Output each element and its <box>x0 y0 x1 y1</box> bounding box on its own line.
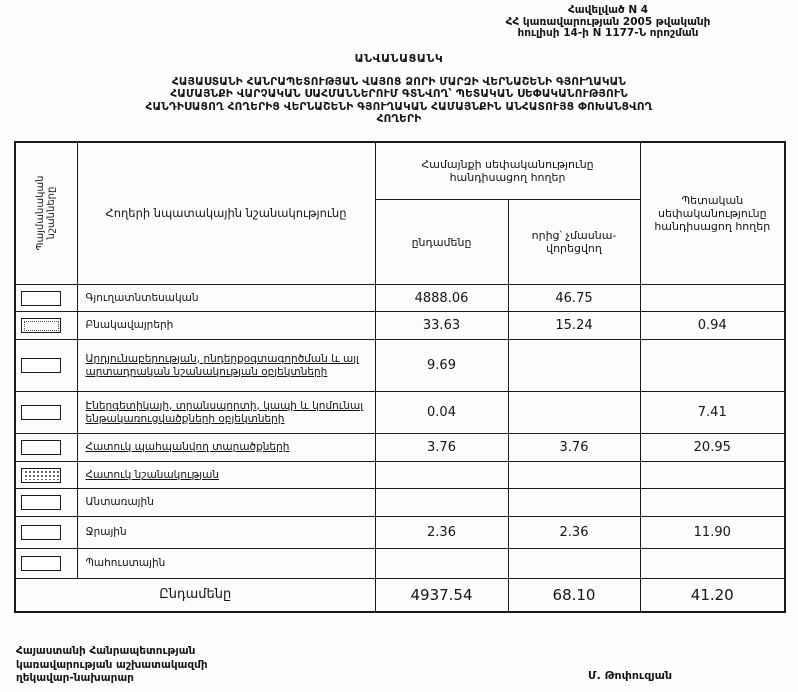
value-non-privatized <box>508 462 640 489</box>
swatch-fill <box>24 443 59 453</box>
annex-line-3: հուլիսի 14-ի N 1177-Ն որոշման <box>517 27 699 39</box>
value-community-total: 2.36 <box>375 517 508 549</box>
total-row-label: Ընդամենը <box>15 579 375 612</box>
value-community-total: 0.04 <box>375 392 508 434</box>
table-row <box>15 285 785 312</box>
col-header-total: ընդամենը <box>375 200 508 285</box>
value-state <box>640 549 785 579</box>
document-title <box>0 52 798 126</box>
value-community-total: 9.69 <box>375 340 508 392</box>
legend-swatch <box>21 440 61 455</box>
title-line-3: ՀԱՄԱՅՆՔԻ ՎԱՐՉԱԿԱՆ ՍԱՀՄԱՆՆԵՐՈՒՄ ԳՏՆՎՈՂ՝ ՊԵՏԱԿԱՆ ՍԵՓԱԿԱՆՈՒԹՅՈՒՆ <box>170 88 628 100</box>
value-state: 0.94 <box>640 312 785 340</box>
value-non-privatized: 15.24 <box>508 312 640 340</box>
table-row <box>15 517 785 549</box>
value-community-total: 33.63 <box>375 312 508 340</box>
annex-line-2: ՀՀ կառավարության 2005 թվականի <box>505 15 711 28</box>
value-non-privatized <box>508 549 640 579</box>
row-label: Անտառային <box>77 489 375 517</box>
value-non-privatized: 2.36 <box>508 517 640 549</box>
table-row <box>15 312 785 340</box>
signatory-line-3: ղեկավար-նախարար <box>16 672 134 684</box>
col-header-symbols-cell <box>15 142 77 285</box>
table-row <box>15 489 785 517</box>
legend-swatch <box>21 525 61 540</box>
legend-swatch <box>21 468 61 483</box>
value-state: 7.41 <box>640 392 785 434</box>
swatch-fill <box>24 293 59 303</box>
legend-swatch <box>21 358 61 373</box>
swatch-fill <box>24 408 59 418</box>
value-state <box>640 462 785 489</box>
signatory-line-1: Հայաստանի Հանրապետության <box>16 645 196 657</box>
row-label: Արդյունաբերության, ընդերքօգտագործման և այլ արտադրական նշանակության օբյեկտների <box>77 340 375 392</box>
swatch-fill <box>24 498 59 508</box>
swatch-fill <box>24 361 59 371</box>
value-community-total <box>375 549 508 579</box>
table-row <box>15 340 785 392</box>
swatch-fill <box>24 528 59 538</box>
row-label: Էներգետիկայի, տրանսպորտի, կապի և կոմունալ ենթակառուցվածքների օբյեկտների <box>77 392 375 434</box>
row-label: Բնակավայրերի <box>77 312 375 340</box>
swatch-fill <box>24 559 59 569</box>
col-header-community-group: Համայնքի սեփականությունը հանդիսացող հողեր <box>375 142 640 200</box>
table-row <box>15 434 785 462</box>
row-label: Պահուստային <box>77 549 375 579</box>
total-community-total: 4937.54 <box>375 579 508 612</box>
value-non-privatized: 46.75 <box>508 285 640 312</box>
value-state <box>640 489 785 517</box>
value-non-privatized <box>508 392 640 434</box>
legend-swatch <box>21 405 61 420</box>
table-row <box>15 462 785 489</box>
col-header-state: Պետական սեփականությունը հանդիսացող հողեր <box>640 142 785 285</box>
value-community-total <box>375 462 508 489</box>
swatch-fill <box>24 321 59 331</box>
value-state <box>640 340 785 392</box>
title-line-4: ՀԱՆԴԻՍԱՑՈՂ ՀՈՂԵՐԻՑ ՎԵՐՆԱՇԵՆԻ ԳՅՈՒՂԱԿԱՆ ՀԱՄԱՅՆՔԻՆ ԱՆՀԱՏՈՒՅՑ ՓՈԽԱՆՑՎՈՂ <box>145 100 653 113</box>
value-state: 20.95 <box>640 434 785 462</box>
row-label: Գյուղատնտեսական <box>77 285 375 312</box>
signatory-name: Մ. Թոփուզյան <box>588 669 673 682</box>
legend-swatch <box>21 556 61 571</box>
swatch-fill <box>24 470 59 480</box>
value-community-total <box>375 489 508 517</box>
table-row <box>15 392 785 434</box>
annex-line-1: Հավելված N 4 <box>567 4 649 16</box>
value-non-privatized: 3.76 <box>508 434 640 462</box>
title-line-2: ՀԱՅԱՍՏԱՆԻ ՀԱՆՐԱՊԵՏՈՒԹՅԱՆ ՎԱՅՈՑ ՁՈՐԻ ՄԱՐԶԻ ՎԵՐՆԱՇԵՆԻ ԳՅՈՒՂԱԿԱՆ <box>171 75 627 88</box>
row-label: Հատուկ պահպանվող տարածքների <box>77 434 375 462</box>
legend-swatch <box>21 318 61 333</box>
value-non-privatized <box>508 340 640 392</box>
legend-swatch <box>21 291 61 306</box>
value-non-privatized <box>508 489 640 517</box>
signatory-line-2: կառավարության աշխատակազմի <box>16 658 208 671</box>
signature-footer <box>16 645 782 689</box>
annex-reference <box>468 5 748 40</box>
total-row <box>15 579 785 612</box>
legend-swatch <box>21 495 61 510</box>
table-row <box>15 549 785 579</box>
total-state: 41.20 <box>640 579 785 612</box>
value-community-total: 3.76 <box>375 434 508 462</box>
col-header-purpose: Հողերի նպատակային նշանակությունը <box>77 142 375 285</box>
total-non-privatized: 68.10 <box>508 579 640 612</box>
land-parcels-table <box>14 141 786 613</box>
title-line-1: ԱՆՎԱՆԱՑԱՆԿ <box>354 51 444 65</box>
value-state <box>640 285 785 312</box>
row-label: Հատուկ նշանակության <box>77 462 375 489</box>
title-line-5: ՀՈՂԵՐԻ <box>376 113 422 125</box>
col-header-non-privatized: որից՝ չմասնա-վորեցվող <box>508 200 640 285</box>
value-state: 11.90 <box>640 517 785 549</box>
col-header-symbols: Պայմանական նշանները <box>35 175 58 251</box>
row-label: Ջրային <box>77 517 375 549</box>
value-community-total: 4888.06 <box>375 285 508 312</box>
